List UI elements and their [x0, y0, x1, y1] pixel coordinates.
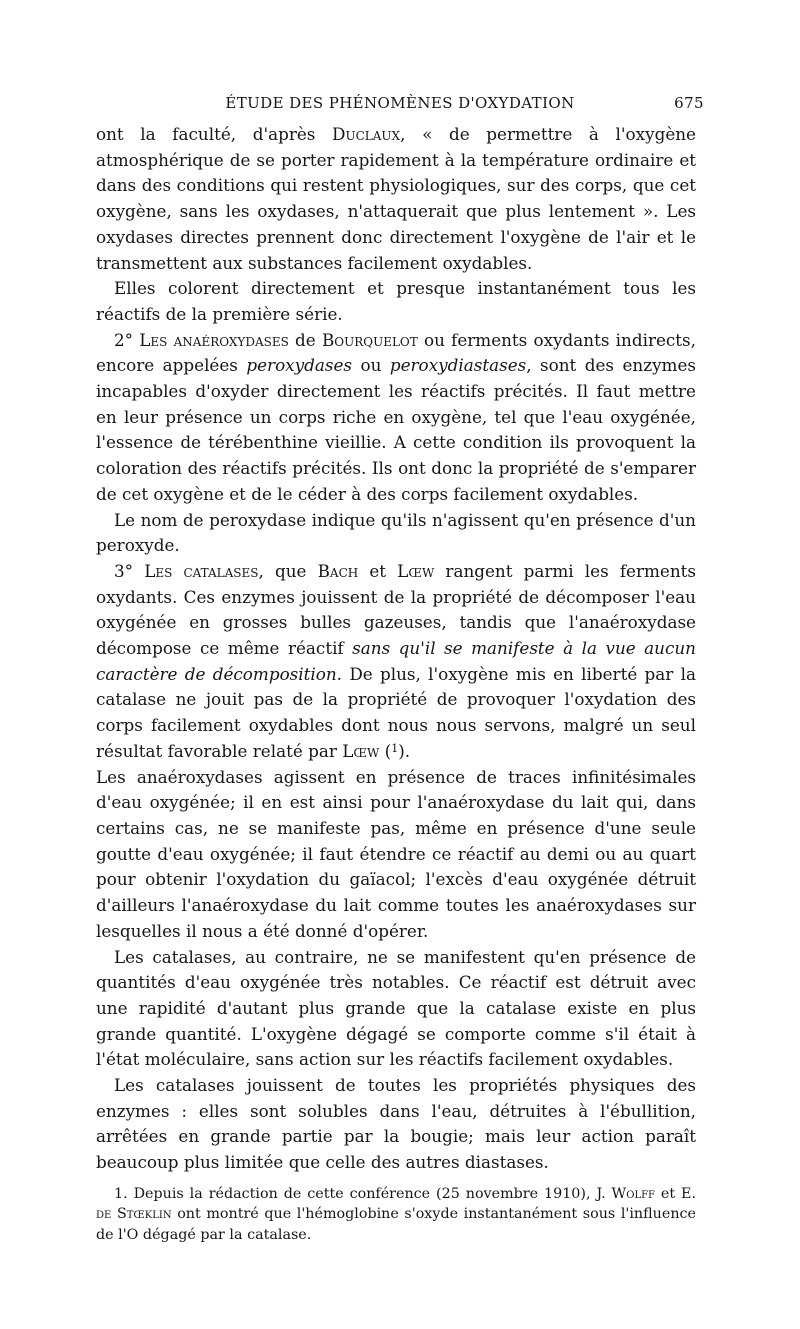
text-run: de [288, 329, 322, 350]
italic-term-peroxydiastases: peroxydiastases [389, 355, 527, 376]
footnote [96, 1184, 696, 1246]
author-name-bourquelot: Bourquelot [321, 329, 418, 350]
italic-term-peroxydases: peroxydases [246, 355, 353, 376]
text-run: ). [398, 740, 411, 761]
text-run: , sont des enzymes incapables d'oxyder directement les réactifs précités. Il faut mettre en leur présence un corps riche en oxygène, tel que l'eau oxygénée, l'essence de térébenthine vieillie. A cette condition ils provoquent la coloration des réactifs précités. Ils ont donc la propriété de s'emparer de cet oxygène et de le céder à des corps facilement oxydables. [96, 355, 697, 504]
page-number: 675 [674, 94, 704, 112]
author-name-loew: Lœw [397, 560, 435, 581]
text-run: ou ferments oxydants indirects, encore appelées [96, 329, 696, 376]
text-run: , « de permettre à l'oxygène atmosphérique de se porter rapidement à la température ordinaire et dans des conditions qui restent physiologiques, sur des corps, que cet oxygène, sans les oxydases, n'attaquerait que plus lentement ». Les oxydases directes prennent donc directement l'oxygène de l'air et le transmettent aux substances facilement oxydables. [96, 124, 696, 273]
text-run: Depuis la rédaction de cette conférence (25 novembre 1910), J. [133, 1185, 612, 1202]
paragraph-oxydases-directes [96, 122, 696, 276]
section-heading-catalases: Les catalases [144, 560, 259, 581]
paragraph-catalases-proprietes: Les catalases jouissent de toutes les propriétés physiques des enzymes : elles sont solubles dans l'eau, détruites à l'ébullition, arrêtées en grande partie par la bougie; mais leur action paraît beaucoup plus limitée que celle des autres diastases. [96, 1075, 696, 1173]
text-run: rangent parmi les ferments oxydants. Ces enzymes jouissent de la propriété de décomposer l'eau oxygénée en grosses bulles gazeuses, tandis que l'anaéroxydase décompose ce même réactif [96, 560, 697, 659]
footnote-text [96, 1184, 696, 1246]
footnote-reference: 1 [391, 741, 399, 755]
running-title: ÉTUDE DES PHÉNOMÈNES D'OXYDATION [225, 94, 575, 112]
italic-phrase: sans qu'il se manifeste à la vue aucun caractère de décomposition. [96, 638, 696, 684]
author-name-bach: Bach [317, 560, 359, 581]
body-text [96, 122, 696, 1245]
footnote-marker: 1. [114, 1185, 134, 1202]
paragraph-catalases-contraire: Les catalases, au contraire, ne se manifestent qu'en présence de quantités d'eau oxygénée très notables. Ce réactif est détruit avec une rapidité d'autant plus grande que la catalase existe en plus grande quantité. L'oxygène dégagé se comporte comme s'il était à l'état moléculaire, sans action sur les réactifs facilement oxydables. [96, 946, 696, 1070]
paragraph-catalases [96, 559, 696, 765]
text-run: ont montré que l'hémoglobine s'oxyde instantanément sous l'influence de l'O dégagé par la catalase. [96, 1206, 697, 1243]
text-run: ou [352, 355, 390, 376]
author-name-wolff: Wolff [611, 1185, 655, 1202]
text-run: De plus, l'oxygène mis en liberté par la catalase ne jouit pas de la propriété de provoquer l'oxydation des corps facilement oxydables dont nous nous servons, malgré un seul résultat favorable relaté par [96, 663, 696, 761]
author-name-duclaux: Duclaux [332, 124, 401, 144]
paragraph-anaeroxydases-traces: Les anaéroxydases agissent en présence de traces infinitésimales d'eau oxygénée; il en est ainsi pour l'anaéroxydase du lait qui, dans certains cas, ne se manifeste pas, même en présence d'une seule goutte d'eau oxygénée; il faut étendre ce réactif au demi ou au quart pour obtenir l'oxydation du gaïacol; l'excès d'eau oxygénée détruit d'ailleurs l'anaéroxydase du lait comme toutes les anaéroxydases sur lesquelles il nous a été donné d'opérer. [96, 766, 696, 941]
paragraph-peroxydase-name: Le nom de peroxydase indique qu'ils n'agissent qu'en présence d'un peroxyde. [96, 509, 696, 556]
text-run: et E. [654, 1185, 696, 1202]
text-run: ont la faculté, d'après [96, 124, 333, 144]
text-run: ( [379, 740, 392, 761]
section-number: 2° [114, 329, 140, 350]
author-particle-de: de [96, 1206, 112, 1223]
paragraph-anaeroxydases [96, 328, 696, 508]
text-run: et [358, 560, 398, 581]
author-name-stoeklin: Stœklin [116, 1206, 172, 1223]
author-name-loew: Lœw [342, 740, 380, 761]
text-run: , que [258, 560, 318, 581]
paragraph-coloration: Elles colorent directement et presque instantanément tous les réactifs de la première série. [96, 278, 696, 324]
section-number: 3° [114, 560, 145, 581]
section-heading-anaeroxydases: Les anaéroxydases [139, 329, 289, 350]
